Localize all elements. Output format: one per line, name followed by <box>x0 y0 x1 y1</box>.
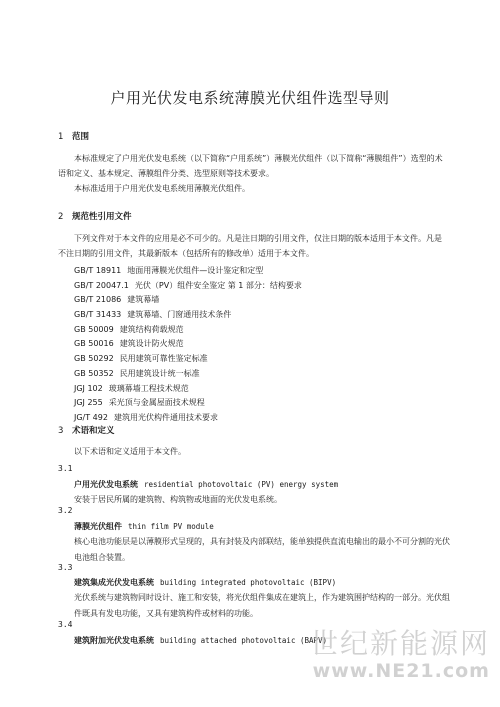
document-title: 户用光伏发电系统薄膜光伏组件选型导则 <box>110 89 390 107</box>
reference-item <box>74 382 302 397</box>
term-entry <box>74 521 214 532</box>
term-english: building attached photovoltaic (BAPV) <box>160 636 328 645</box>
section-title: 规范性引用文件 <box>72 212 132 222</box>
reference-code: JGJ 255 <box>74 398 103 408</box>
term-number: 3.2 <box>58 506 73 515</box>
reference-item <box>74 396 302 411</box>
reference-code: GB 50009 <box>74 324 114 334</box>
reference-item <box>74 337 302 352</box>
section-title: 范围 <box>72 132 90 142</box>
section-number: 1 <box>58 132 64 142</box>
reference-code: GB/T 18911 <box>74 266 122 275</box>
site-watermark <box>310 622 490 682</box>
reference-list <box>74 264 302 426</box>
term-entry <box>74 577 336 588</box>
section-2-heading <box>58 210 132 222</box>
reference-code: JGJ 102 <box>74 383 103 393</box>
reference-title: 玻璃幕墙工程技术规范 <box>108 383 189 393</box>
reference-code: GB 50292 <box>74 354 114 364</box>
reference-title: 建筑结构荷载规范 <box>119 324 184 334</box>
reference-title: 光伏（PV）组件安全鉴定 第 1 部分：结构要求 <box>134 280 302 290</box>
term-chinese: 建筑附加光伏发电系统 <box>74 636 154 645</box>
term-chinese: 薄膜光伏组件 <box>74 522 122 531</box>
reference-title: 采光顶与金属屋面技术规程 <box>108 398 205 408</box>
term-english: residential photovoltaic (PV) energy system <box>144 480 339 489</box>
term-chinese: 户用光伏发电系统 <box>74 480 138 489</box>
section-3-heading <box>58 424 115 436</box>
reference-title: 建筑幕墙 <box>127 295 160 305</box>
terms-intro: 以下术语和定义适用于本文件。 <box>74 447 186 456</box>
term-entry <box>74 479 338 490</box>
term-number: 3.3 <box>58 563 73 572</box>
term-english: building integrated photovoltaic (BIPV) <box>160 578 337 587</box>
term-chinese: 建筑集成光伏发电系统 <box>74 578 154 587</box>
term-definition: 安装于居民所属的建筑物、构筑物或地面的光伏发电系统。 <box>74 495 282 504</box>
reference-code: JG/T 492 <box>74 412 108 422</box>
scope-paragraph-2: 本标准适用于户用光伏发电系统用薄膜光伏组件。 <box>74 184 250 193</box>
reference-item <box>74 264 302 279</box>
section-number: 3 <box>58 426 64 436</box>
references-intro: 下列文件对于本文件的应用是必不可少的。凡是注日期的引用文件，仅注日期的版本适用于本文件。凡是不注日期的引用文件，其最新版本（包括所有的修改单）适用于本文件。 <box>58 234 442 258</box>
reference-title: 民用建筑设计统一标准 <box>119 368 200 378</box>
reference-code: GB 50352 <box>74 368 114 378</box>
reference-code: GB/T 21086 <box>74 295 122 305</box>
reference-code: GB 50016 <box>74 339 114 349</box>
term-definition: 光伏系统与建筑物同时设计、施工和安装，将光伏组件集成在建筑上，作为建筑围护结构的一部分。光伏组件既具有发电功能，又具有建筑构件或材料的功能。 <box>74 593 450 618</box>
section-1-heading <box>58 130 89 142</box>
term-english: thin film PV module <box>128 522 214 531</box>
term-entry <box>74 635 327 646</box>
reference-item <box>74 352 302 367</box>
term-definition: 核心电池功能层是以薄膜形式呈现的，具有封装及内部联结，能单独提供直流电输出的最小不可分割的光伏电池组合装置。 <box>74 537 450 562</box>
watermark-name: 世纪新能源网 <box>309 627 490 660</box>
reference-title: 建筑幕墙、门窗通用技术条件 <box>127 310 232 320</box>
term-number: 3.1 <box>58 464 73 473</box>
reference-item <box>74 279 302 294</box>
reference-item <box>74 323 302 338</box>
reference-item <box>74 367 302 382</box>
reference-title: 地面用薄膜光伏组件—设计鉴定和定型 <box>127 266 264 275</box>
reference-item <box>74 293 302 308</box>
watermark-url: www.NE21.com <box>312 660 490 682</box>
reference-item <box>74 308 302 323</box>
section-title: 术语和定义 <box>72 426 115 436</box>
term-number: 3.4 <box>58 620 73 629</box>
section-number: 2 <box>58 212 64 222</box>
reference-code: GB/T 31433 <box>74 310 122 320</box>
reference-title: 民用建筑可靠性鉴定标准 <box>119 354 208 364</box>
scope-paragraph-1: 本标准规定了户用光伏发电系统（以下简称“户用系统”）薄膜光伏组件（以下简称“薄膜组件”）选型的术语和定义、基本规定、薄膜组件分类、选型原则等技术要求。 <box>58 154 443 178</box>
reference-title: 建筑设计防火规范 <box>119 339 184 349</box>
reference-title: 建筑用光伏构件通用技术要求 <box>113 412 218 422</box>
reference-code: GB/T 20047.1 <box>74 280 129 290</box>
